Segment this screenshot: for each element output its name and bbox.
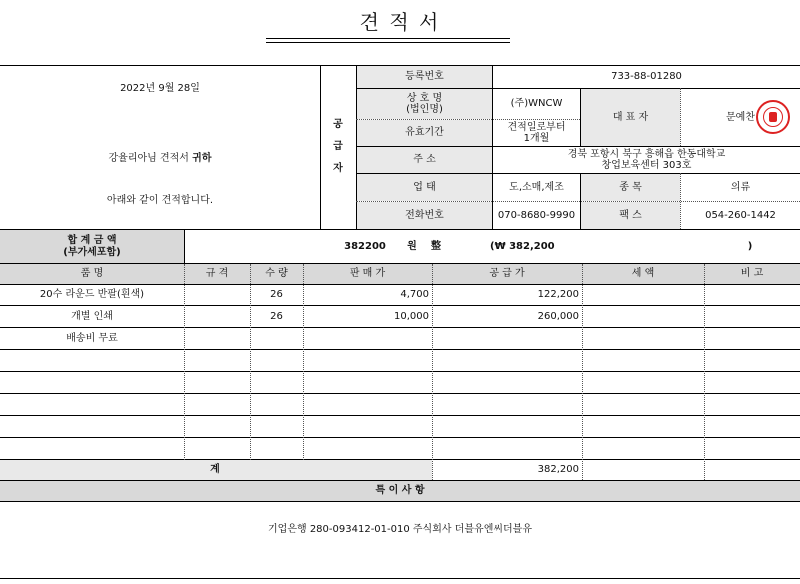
cell-note bbox=[704, 351, 800, 371]
recipient-name: 강율리아님 견적서 bbox=[108, 153, 189, 165]
cell-supply bbox=[432, 351, 582, 371]
cell-price bbox=[303, 373, 432, 393]
cell-note bbox=[704, 439, 800, 459]
cell-spec bbox=[184, 329, 250, 349]
cell-tax bbox=[582, 439, 704, 459]
company-name-label: 상 호 명 (법인명) bbox=[357, 89, 492, 119]
cell-supply: 122,200 bbox=[537, 289, 579, 301]
cell-note bbox=[704, 329, 800, 349]
cell-spec bbox=[184, 373, 250, 393]
reg-number-value: 733-88-01280 bbox=[611, 71, 682, 83]
cell-supply bbox=[432, 439, 582, 459]
cell-name: 배송비 무료 bbox=[66, 333, 118, 345]
grid-line bbox=[0, 578, 800, 579]
total-amount: 382200 bbox=[344, 240, 386, 252]
representative-name: 문예찬 bbox=[726, 111, 755, 123]
grid-line bbox=[582, 264, 583, 480]
subtotal-supply: 382,200 bbox=[537, 464, 579, 476]
address-value: 경북 포항시 북구 흥해읍 한동대학교 창업보육센터 303호 bbox=[567, 148, 726, 171]
cell-qty: 26 bbox=[270, 289, 283, 301]
grid-line bbox=[0, 501, 800, 502]
cell-supply bbox=[432, 373, 582, 393]
cell-spec bbox=[184, 285, 250, 305]
supplier-section-label: 공 급 자 bbox=[333, 119, 343, 174]
col-header-supply: 공 급 가 bbox=[489, 268, 525, 280]
business-item-label: 종 목 bbox=[581, 174, 680, 201]
cell-qty bbox=[250, 439, 303, 459]
cell-price bbox=[303, 395, 432, 415]
cell-price: 4,700 bbox=[400, 289, 429, 301]
cell-note bbox=[704, 417, 800, 437]
greeting-text: 아래와 같이 견적합니다. bbox=[106, 195, 214, 207]
col-header-name: 품 명 bbox=[80, 268, 104, 280]
cell-price bbox=[303, 351, 432, 371]
company-seal-icon bbox=[756, 100, 790, 134]
recipient-line bbox=[0, 148, 320, 170]
cell-tax bbox=[582, 329, 704, 349]
grid-line bbox=[184, 229, 185, 264]
grid-line bbox=[704, 264, 705, 480]
cell-supply: 260,000 bbox=[537, 311, 579, 323]
company-name-value: (주)WNCW bbox=[510, 98, 563, 110]
cell-name bbox=[0, 439, 184, 459]
cell-name bbox=[0, 417, 184, 437]
col-header-spec: 규 격 bbox=[205, 268, 229, 280]
total-label: 합 계 금 액 (부가세포함) bbox=[0, 230, 184, 263]
col-header-price: 판 매 가 bbox=[349, 268, 386, 280]
quote-date: 2022년 9월 28일 bbox=[120, 83, 200, 95]
cell-name bbox=[0, 395, 184, 415]
cell-qty bbox=[250, 351, 303, 371]
fax-label: 팩 스 bbox=[581, 202, 680, 229]
cell-tax bbox=[582, 395, 704, 415]
recipient-suffix: 귀하 bbox=[192, 153, 212, 165]
cell-name bbox=[0, 373, 184, 393]
reg-number-label: 등록번호 bbox=[357, 66, 492, 88]
cell-tax bbox=[582, 285, 704, 305]
document-title: 견 적 서 bbox=[359, 10, 441, 34]
total-won: 원 bbox=[407, 240, 417, 252]
cell-note bbox=[704, 307, 800, 327]
cell-qty bbox=[250, 417, 303, 437]
phone-label: 전화번호 bbox=[357, 202, 492, 229]
cell-supply bbox=[432, 417, 582, 437]
cell-price: 10,000 bbox=[394, 311, 429, 323]
cell-note bbox=[704, 285, 800, 305]
cell-name: 개별 인쇄 bbox=[71, 311, 113, 323]
cell-note bbox=[704, 373, 800, 393]
cell-name bbox=[0, 351, 184, 371]
business-item-value: 의류 bbox=[730, 181, 751, 193]
grid-line bbox=[250, 264, 251, 460]
cell-qty bbox=[250, 329, 303, 349]
total-close-paren: ) bbox=[747, 240, 753, 252]
cell-spec bbox=[184, 351, 250, 371]
cell-spec bbox=[184, 307, 250, 327]
col-header-tax: 세 액 bbox=[631, 268, 655, 280]
validity-value: 견적일로부터 1개월 bbox=[507, 121, 566, 144]
subtotal-label: 계 bbox=[210, 464, 220, 476]
cell-name: 20수 라운드 반팔(흰색) bbox=[39, 289, 145, 301]
cell-tax bbox=[582, 307, 704, 327]
cell-tax bbox=[582, 417, 704, 437]
address-label: 주 소 bbox=[357, 147, 492, 173]
notes-text: 기업은행 280-093412-01-010 주식회사 더블유엔씨더블유 bbox=[268, 524, 532, 536]
representative-label: 대 표 자 bbox=[581, 89, 680, 146]
cell-spec bbox=[184, 439, 250, 459]
cell-tax bbox=[582, 351, 704, 371]
total-amount-won: (₩ 382,200 bbox=[490, 240, 555, 252]
total-jeong: 整 bbox=[431, 240, 441, 252]
grid-line bbox=[303, 264, 304, 460]
cell-price bbox=[303, 417, 432, 437]
cell-price bbox=[303, 329, 432, 349]
fax-value: 054-260-1442 bbox=[705, 209, 776, 221]
cell-qty: 26 bbox=[270, 311, 283, 323]
grid-line bbox=[184, 264, 185, 480]
col-header-note: 비 고 bbox=[740, 268, 764, 280]
notes-header: 특 이 사 항 bbox=[0, 481, 800, 501]
grid-line bbox=[432, 264, 433, 480]
cell-qty bbox=[250, 373, 303, 393]
title-underline bbox=[266, 38, 510, 39]
cell-supply bbox=[432, 395, 582, 415]
business-type-label: 업 태 bbox=[357, 174, 492, 201]
business-type-value: 도,소매,제조 bbox=[509, 181, 564, 193]
cell-spec bbox=[184, 417, 250, 437]
cell-spec bbox=[184, 395, 250, 415]
phone-value: 070-8680-9990 bbox=[497, 209, 576, 221]
validity-label: 유효기간 bbox=[357, 120, 492, 146]
title-underline-double bbox=[266, 42, 510, 43]
cell-price bbox=[303, 439, 432, 459]
cell-supply bbox=[432, 329, 582, 349]
cell-tax bbox=[582, 373, 704, 393]
cell-qty bbox=[250, 395, 303, 415]
col-header-qty: 수 량 bbox=[265, 268, 288, 280]
cell-note bbox=[704, 395, 800, 415]
